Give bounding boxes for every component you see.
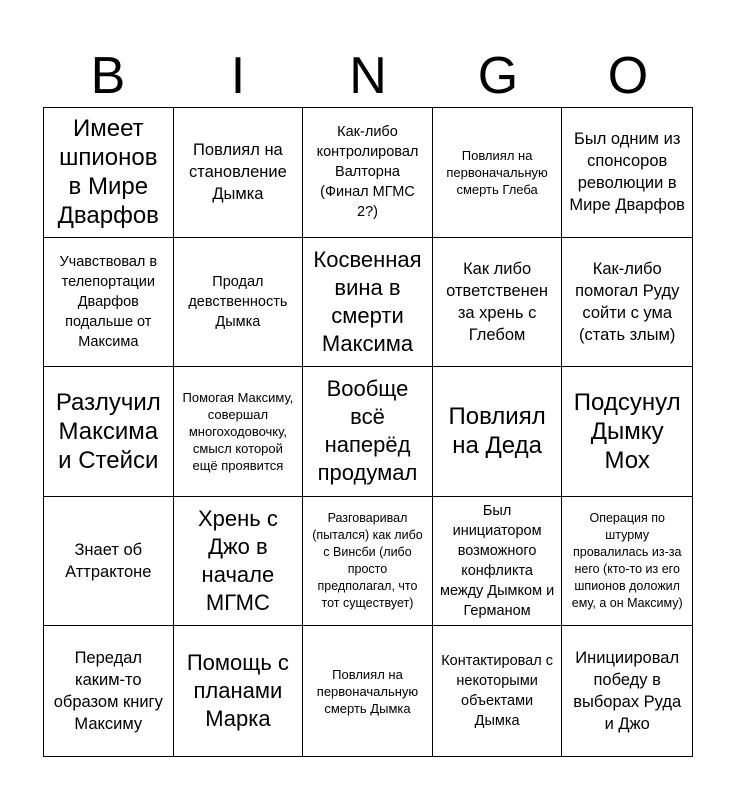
title-letter-g: G	[477, 47, 519, 105]
bingo-cell[interactable]: Контактировал с некоторыми объектами Дымка	[433, 626, 563, 756]
bingo-cell[interactable]: Как-либо контролировал Валторна (Финал МГМС 2?)	[303, 108, 433, 238]
bingo-cell[interactable]: Повлиял на становление Дымка	[174, 108, 304, 238]
bingo-cell[interactable]: Был одним из спонсоров революции в Мире Дварфов	[562, 108, 692, 238]
bingo-cell[interactable]: Повлиял на первоначальную смерть Глеба	[433, 108, 563, 238]
bingo-cell[interactable]: Вообще всё наперёд продумал	[303, 367, 433, 497]
bingo-cell[interactable]: Продал девственность Дымка	[174, 238, 304, 368]
title-letter-o: O	[607, 47, 649, 105]
title-letter-i: I	[230, 47, 246, 105]
bingo-cell[interactable]: Помощь с планами Марка	[174, 626, 304, 756]
bingo-grid	[43, 107, 693, 757]
bingo-cell[interactable]: Косвенная вина в смерти Максима	[303, 238, 433, 368]
bingo-cell[interactable]: Как либо ответственен за хрень с Глебом	[433, 238, 563, 368]
bingo-cell[interactable]: Передал каким-то образом книгу Максиму	[44, 626, 174, 756]
bingo-cell[interactable]: Повлиял на Деда	[433, 367, 563, 497]
bingo-cell[interactable]: Имеет шпионов в Мире Дварфов	[44, 108, 174, 238]
title-letter-n: N	[349, 47, 387, 105]
title-letter-b: B	[90, 47, 126, 105]
bingo-cell[interactable]: Операция по штурму провалилась из-за него (кто-то из его шпионов доложил ему, а он Максиму)	[562, 497, 692, 627]
bingo-cell[interactable]: Разговаривал (пытался) как либо с Винсби (либо просто предполагал, что тот существует)	[303, 497, 433, 627]
bingo-cell[interactable]: Знает об Аттрактоне	[44, 497, 174, 627]
bingo-cell[interactable]: Учавствовал в телепортации Дварфов подальше от Максима	[44, 238, 174, 368]
bingo-cell[interactable]: Подсунул Дымку Мох	[562, 367, 692, 497]
bingo-cell[interactable]: Инициировал победу в выборах Руда и Джо	[573, 649, 682, 734]
bingo-cell[interactable]: Помогая Максиму, совершал многоходовочку, смысл которой ещё проявится	[174, 367, 304, 497]
bingo-title	[43, 46, 693, 106]
bingo-cell[interactable]: Разлучил Максима и Стейси	[44, 367, 174, 497]
bingo-cell[interactable]: Был инициатором возможного конфликта между Дымком и Германом	[433, 497, 563, 627]
bingo-cell[interactable]: Как-либо помогал Руду сойти с ума (стать злым)	[562, 238, 692, 368]
bingo-cell[interactable]: Хрень с Джо в начале МГМС	[174, 497, 304, 627]
bingo-cell[interactable]: Повлиял на первоначальную смерть Дымка	[303, 626, 433, 756]
